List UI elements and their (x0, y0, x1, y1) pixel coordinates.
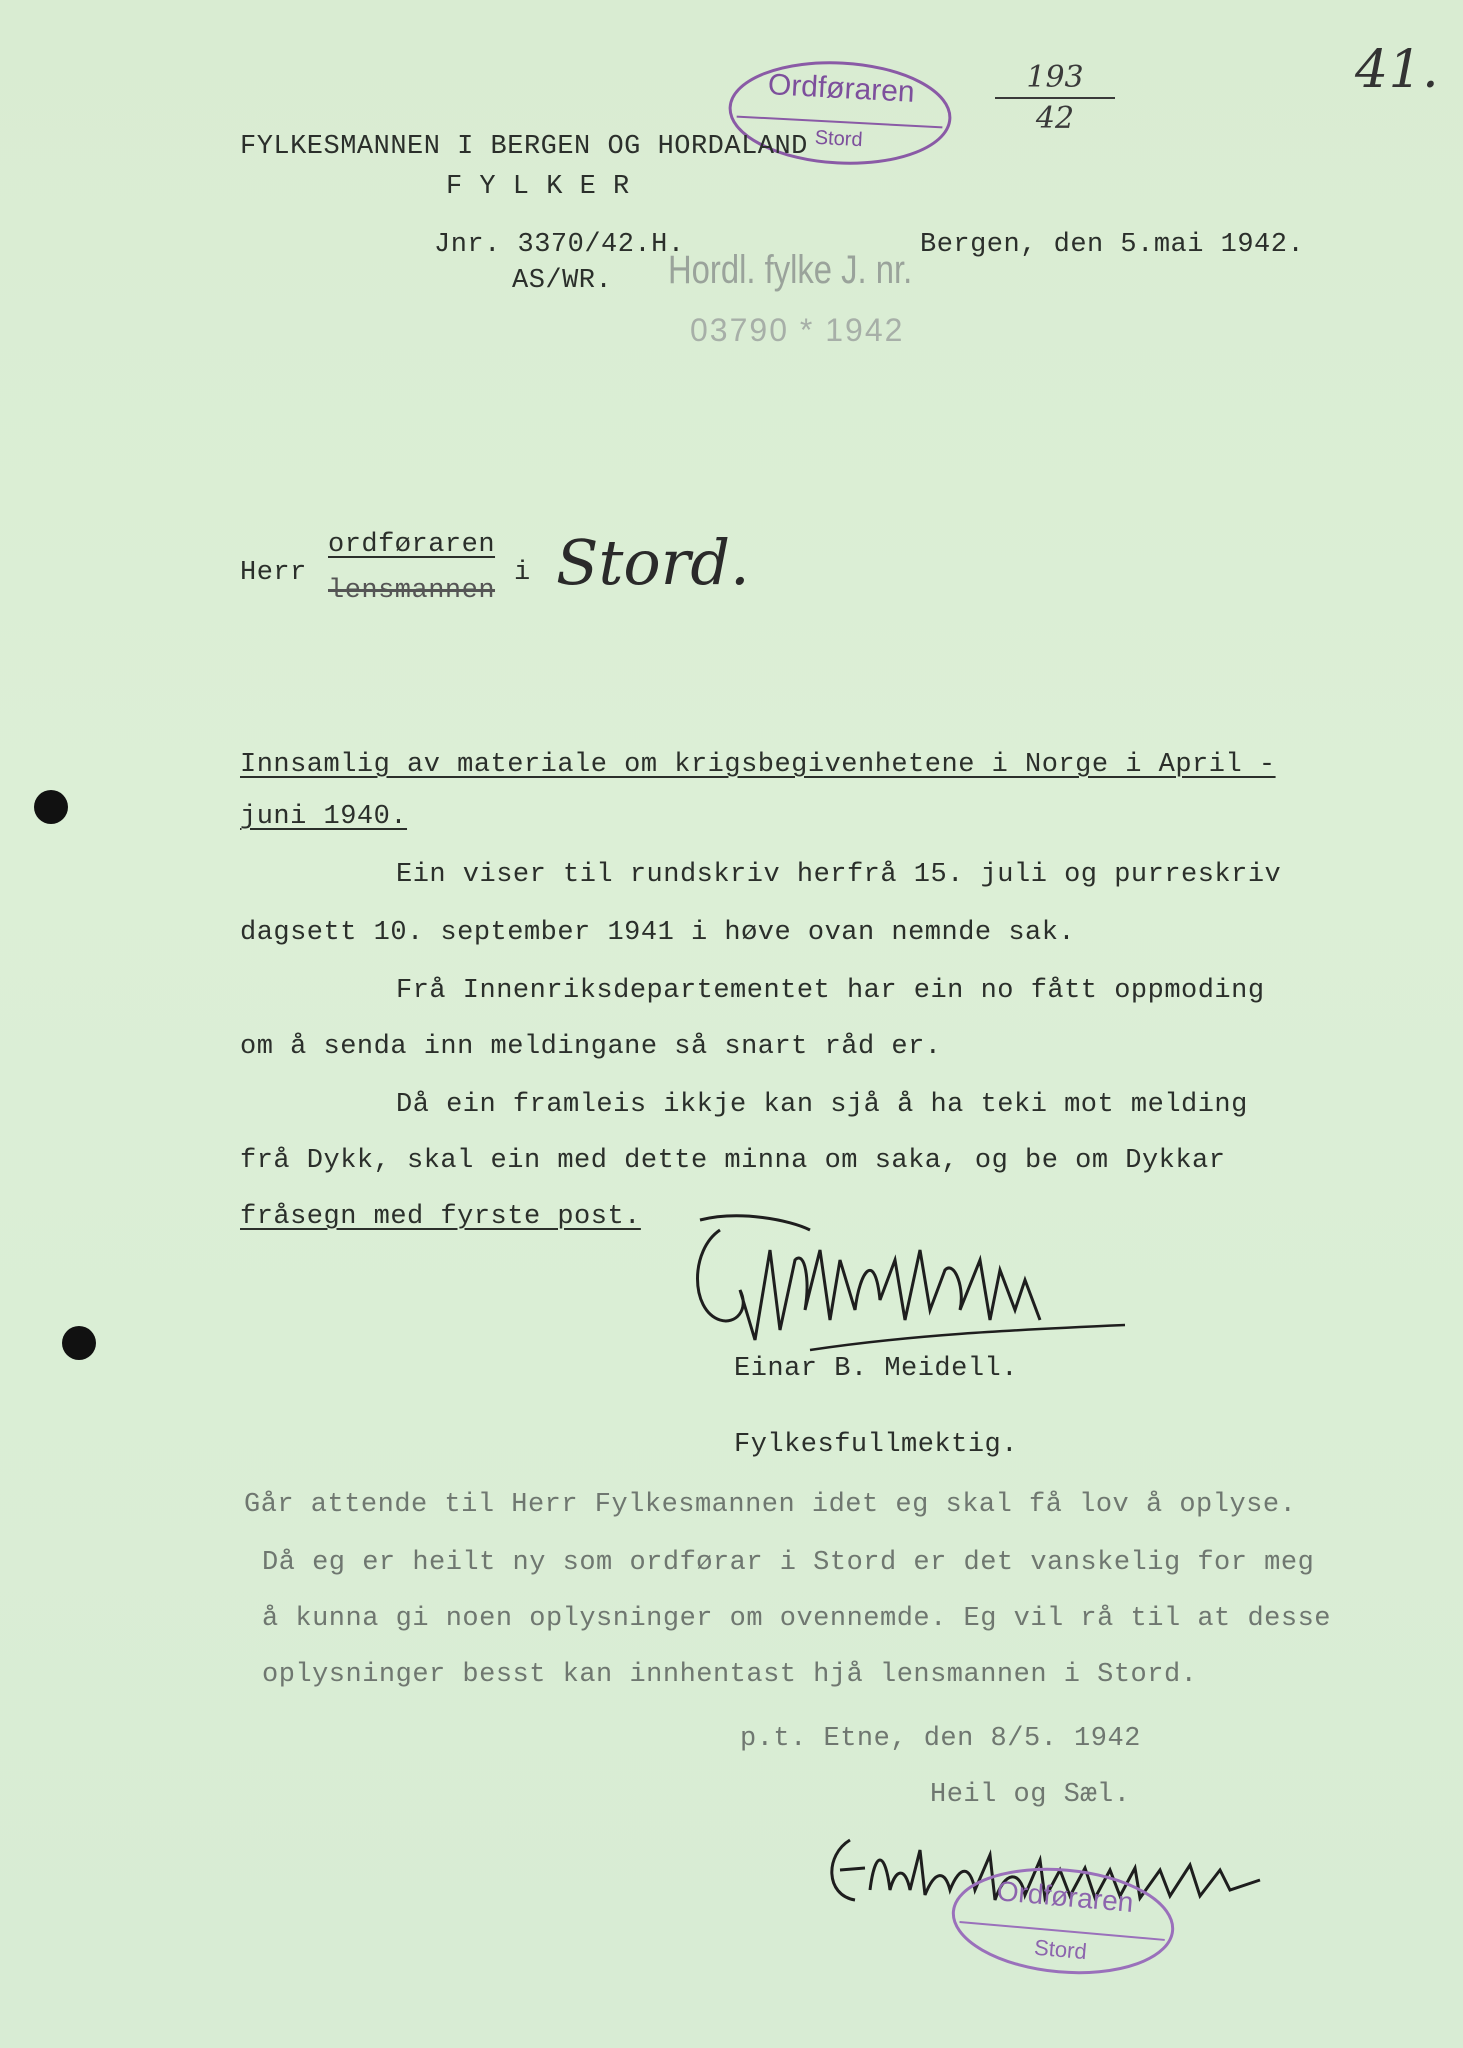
office-sub: F Y L K E R (446, 172, 630, 202)
reply-closing: Heil og Sæl. (930, 1780, 1131, 1810)
ref-denominator: 42 (1035, 101, 1075, 136)
signatory-name: Einar B. Meidell. (734, 1354, 1018, 1384)
signature-scribble-icon (680, 1190, 1130, 1360)
ref-numerator: 193 (1026, 60, 1084, 95)
reply-line-2: Då eg er heilt ny som ordførar i Stord er det vanskelig for meg (262, 1548, 1315, 1578)
punch-hole-bottom (62, 1326, 96, 1360)
punch-hole-top (34, 790, 68, 824)
reply-line-3: å kunna gi noen oplysninger om ovennemde. Eg vil rå til at desse (262, 1604, 1331, 1634)
stamp-top-line1: Ordføraren (767, 68, 916, 109)
addressee-place-handwritten: Stord. (556, 526, 750, 599)
addressee-title: ordføraren (328, 530, 496, 560)
body-line-4: om å senda inn meldingane så snart råd er. (240, 1032, 942, 1062)
initials: AS/WR. (512, 266, 613, 296)
body-line-1: Ein viser til rundskriv herfrå 15. juli og purreskriv (396, 860, 1282, 890)
addressee-connector: i (514, 558, 531, 588)
signatory-title: Fylkesfullmektig. (734, 1430, 1018, 1460)
body-line-7: fråsegn med fyrste post. (240, 1202, 641, 1232)
stamp-top-line2: Stord (814, 126, 864, 152)
body-line-3: Frå Innenriksdepartementet har ein no fått oppmoding (396, 976, 1265, 1006)
addressee-struck-title: lensmannen (328, 576, 496, 606)
office-name: FYLKESMANNEN I BERGEN OG HORDALAND (240, 132, 808, 162)
subject-line1: Innsamlig av materiale om krigsbegivenhetene i Norge i April - (240, 750, 1276, 780)
stamp-bottom-line1: Ordføraren (995, 1875, 1135, 1919)
body-line-6: frå Dykk, skal ein med dette minna om saka, og be om Dykkar (240, 1146, 1226, 1176)
addressee-prefix: Herr (240, 558, 307, 588)
page-number: 41. (1355, 40, 1440, 100)
received-stamp-line2: 03790 * 1942 (690, 312, 905, 348)
body-line-5: Då ein framleis ikkje kan sjå å ha teki mot melding (396, 1090, 1248, 1120)
stamp-bottom-line2: Stord (1033, 1934, 1088, 1965)
reply-line-1: Går attende til Herr Fylkesmannen idet eg skal få lov å oplyse. (244, 1490, 1297, 1520)
ref-fraction (990, 60, 1120, 136)
reply-place-date: p.t. Etne, den 8/5. 1942 (740, 1724, 1141, 1754)
ordforaren-stamp-bottom (944, 1855, 1183, 1987)
journal-number: Jnr. 3370/42.H. (434, 230, 685, 260)
place-date: Bergen, den 5.mai 1942. (920, 230, 1305, 260)
reply-line-4: oplysninger besst kan innhentast hjå lensmannen i Stord. (262, 1660, 1198, 1690)
body-line-2: dagsett 10. september 1941 i høve ovan nemnde sak. (240, 918, 1076, 948)
subject-line2: juni 1940. (240, 802, 408, 832)
received-stamp-line1: Hordl. fylke J. nr. (668, 248, 913, 292)
